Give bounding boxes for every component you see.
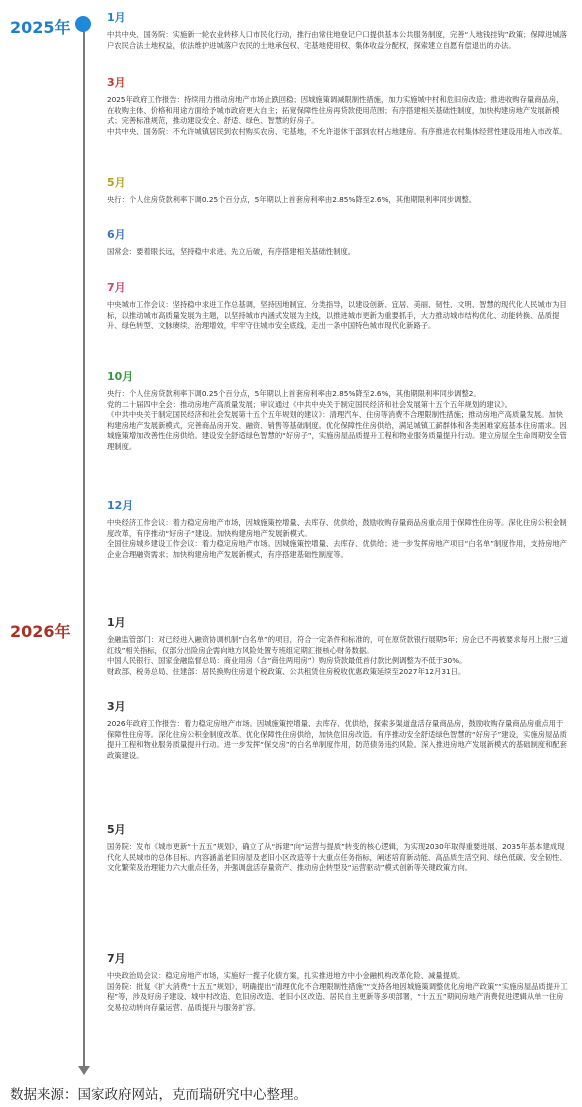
year-label-2025: 2025年 bbox=[10, 18, 71, 37]
entry-2026-07 bbox=[107, 950, 569, 1013]
month-label: 3月 bbox=[107, 76, 126, 89]
year-label-2026: 2026年 bbox=[10, 622, 71, 641]
policy-text: 中央政治局会议：稳定房地产市场，实施好一揽子化债方案，扎实推进地方中小金融机构改革化险、减量提质。 bbox=[107, 971, 465, 980]
month-label: 3月 bbox=[107, 700, 126, 713]
entry-2025-01 bbox=[107, 9, 569, 51]
policy-text: 财政部、税务总局、住建部：居民换购住房退个税政策、公共租赁住房税收优惠政策延续至2027年12月31日。 bbox=[107, 666, 466, 676]
entry-2025-07 bbox=[107, 279, 569, 332]
policy-text: 国务院：批复《扩大消费“十五五”规划》，明确提出“清理优化不合理限制性措施”“支持各地因城施策调整优化房地产政策”“实施房屋品质提升工程”等，涉及好房子建设、城中村改造、危旧房改造、老旧小区改造、居民自主更新等多项部署，“十五五”期间房地产消费促进逻辑从单一住房交易拉动转向存量运营、品质提升与服务扩容。 bbox=[107, 981, 568, 1012]
entry-2025-12 bbox=[107, 497, 569, 560]
data-source-note: 数据来源：国家政府网站，克而瑞研究中心整理。 bbox=[10, 1087, 307, 1103]
entry-2025-03 bbox=[107, 74, 569, 137]
month-label: 1月 bbox=[107, 11, 126, 24]
entry-2026-01 bbox=[107, 614, 569, 677]
policy-text: 中央城市工作会议：坚持稳中求进工作总基调，坚持因地制宜、分类指导，以建设创新、宜居、美丽、韧性、文明、智慧的现代化人民城市为目标，以推动城市高质量发展为主题，以坚持城市内涵式发展为主线，以推进城市更新为重要抓手，大力推动城市结构优化、动能转换、品质提升、绿色转型、文脉赓续、治理增效，牢牢守住城市安全底线，走出一条中国特色城市现代化新路子。 bbox=[107, 300, 567, 331]
entry-2026-03 bbox=[107, 698, 569, 761]
policy-text: 央行：个人住房贷款利率下调0.25个百分点，5年期以上首套房利率由2.85%降至2.6%，其他期限利率同步调整。 bbox=[107, 195, 477, 204]
policy-text: 国务院：发布《城市更新“十五五”规划》，确立了从“拆建”向“运营与提质”转变的核心逻辑，为实现2030年取得重要进展、2035年基本建成现代化人民城市的总体目标。内容涵盖老旧房屋及老旧小区改造等十大重点任务指标，阐述培育新动能、高品质生活空间、绿色低碳、安全韧性、文化繁荣及治理能力六大重点任务，并强调盘活存量资产、推动房企转型及“运营驱动”模式创新等关键政策方向。 bbox=[107, 842, 567, 873]
timeline-axis bbox=[83, 24, 85, 1074]
policy-text: 《中共中央关于制定国民经济和社会发展第十五个五年规划的建议》：清理汽车、住房等消费不合理限制性措施；推动房地产高质量发展。加快构建房地产发展新模式，完善商品房开发、融资、销售等基础制度。优化保障性住房供给，满足城镇工薪群体和各类困难家庭基本住房需求。因城施策增加改善性住房供给。建设安全舒适绿色智慧的“好房子”，实施房屋品质提升工程和物业服务质量提升行动。建立房屋全生命周期安全管理制度。 bbox=[107, 410, 567, 451]
month-label: 6月 bbox=[107, 228, 126, 241]
month-label: 12月 bbox=[107, 499, 134, 512]
policy-text: 中共中央、国务院：不允许城镇居民到农村购买农房、宅基地，不允许退休干部到农村占地建房。有序推进农村集体经营性建设用地入市改革。 bbox=[107, 126, 567, 136]
policy-text: 2025年政府工作报告：持续用力推动房地产市场止跌回稳；因城施策调减限制性措施，加力实施城中村和危旧房改造；推进收购存量商品房，在收购主体、价格和用途方面给予城市政府更大自主；拓宽保障性住房再贷款使用范围；有序搭建相关基础性制度，加快构建房地产发展新模式；完善标准规范，推动建设安全、舒适、绿色、智慧的好房子。 bbox=[107, 95, 564, 126]
entry-2025-06 bbox=[107, 226, 569, 258]
timeline-arrow-icon bbox=[78, 1066, 90, 1075]
policy-text: 央行：个人住房贷款利率下调0.25个百分点，5年期以上首套房利率由2.85%降至2.6%，其他期限利率同步调整2。 bbox=[107, 389, 481, 398]
entry-2026-05 bbox=[107, 821, 569, 874]
policy-text: 金融监管部门：对已经进入融资协调机制“白名单”的项目，符合一定条件和标准的，可在原贷款银行展期5年；房企已不再被要求每月上报“三道红线”相关指标，仅部分出险房企需向地方风险处置专班组定期汇报核心财务数据。 bbox=[107, 635, 569, 655]
month-label: 5月 bbox=[107, 176, 126, 189]
entry-2025-10 bbox=[107, 368, 569, 453]
entry-2025-05 bbox=[107, 174, 569, 206]
month-label: 7月 bbox=[107, 952, 126, 965]
month-label: 10月 bbox=[107, 370, 134, 383]
timeline-start-dot bbox=[75, 16, 91, 32]
policy-text: 中国人民银行、国家金融监督总局：商业用房（含“商住两用房”）购房贷款最低首付款比例调整为不低于30%。 bbox=[107, 656, 467, 666]
policy-text: 全国住房城乡建设工作会议：着力稳定房地产市场。因城施策控增量、去库存、优供给；进一步发挥房地产项目“白名单”制度作用，支持房地产企业合理融资需求；加快构建房地产发展新模式，有序搭建基础性制度等。 bbox=[107, 539, 567, 559]
policy-text: 党的二十届四中全会：推动房地产高质量发展；审议通过《中共中央关于制定国民经济和社会发展第十五个五年规划的建议》。 bbox=[107, 399, 512, 409]
month-label: 7月 bbox=[107, 281, 126, 294]
month-label: 1月 bbox=[107, 616, 126, 629]
policy-text: 2026年政府工作报告：着力稳定房地产市场。因城施策控增量、去库存、优供给，探索多渠道盘活存量商品房，鼓励收购存量商品房重点用于保障性住房等。深化住房公积金制度改革。优化保障性住房供给，加快危旧房改造。有序推动安全舒适绿色智慧的“好房子”建设，实施房屋品质提升工程和物业服务质量提升行动。进一步发挥“保交房”的白名单制度作用，防范债务违约风险。深入推进房地产发展新模式的基础制度和配套政策建设。 bbox=[107, 719, 567, 760]
policy-text: 国常会：要着眼长远，坚持稳中求进、先立后破，有序搭建相关基础性制度。 bbox=[107, 247, 356, 256]
policy-text: 中共中央、国务院：实施新一轮农业转移人口市民化行动，推行由常住地登记户口提供基本公共服务制度，完善“人地钱挂钩”政策；保障进城落户农民合法土地权益，依法维护进城落户农民的土地承包权、宅基地使用权、集体收益分配权，探索建立自愿有偿退出的办法。 bbox=[107, 30, 567, 50]
month-label: 5月 bbox=[107, 823, 126, 836]
policy-text: 中央经济工作会议：着力稳定房地产市场，因城施策控增量、去库存、优供给，鼓励收购存量商品房重点用于保障性住房等。深化住房公积金制度改革，有序推动“好房子”建设。加快构建房地产发展新模式。 bbox=[107, 518, 567, 538]
